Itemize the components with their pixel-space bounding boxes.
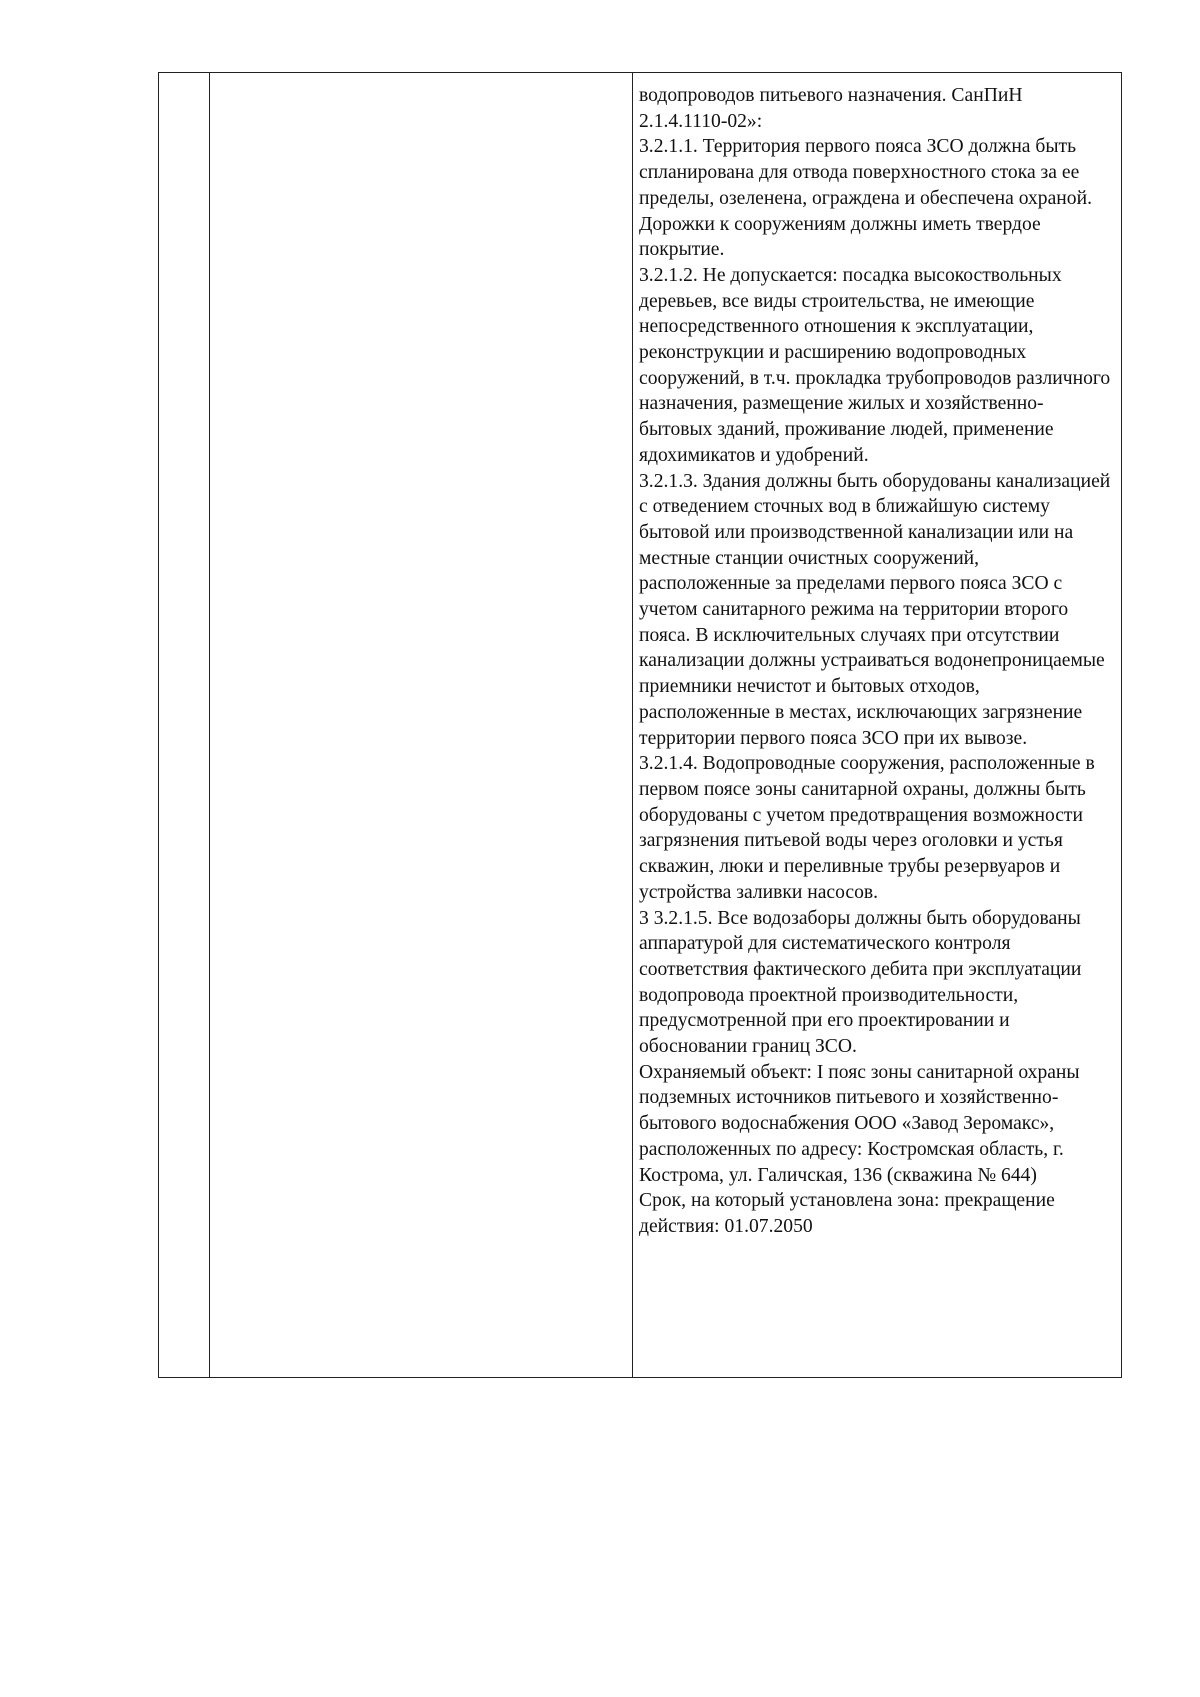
table-row — [159, 73, 1122, 1378]
paragraph-3-2-1-3: 3.2.1.3. Здания должны быть оборудованы канализацией с отведением сточных вод в ближайшую систему бытовой или производственной канализации или на местные станции очистных сооружений, расположенные за пределами первого пояса ЗСО с учетом санитарного режима на территории второго пояса. В исключительных случаях при отсутствии канализации должны устраиваться водонепроницаемые приемники нечистот и бытовых отходов, расположенные в местах, исключающих загрязнение территории первого пояса ЗСО при их вывозе. — [639, 470, 1111, 749]
number-cell — [159, 73, 210, 1378]
description-text — [633, 73, 1121, 1244]
zone-term-paragraph: Срок, на который установлена зона: прекращение действия: 01.07.2050 — [639, 1190, 1055, 1237]
name-cell — [210, 73, 633, 1378]
document-table — [158, 72, 1122, 1378]
paragraph-3-2-1-1: 3.2.1.1. Территория первого пояса ЗСО должна быть спланирована для отвода поверхностного стока за ее пределы, озеленена, ограждена и обеспечена охраной. Дорожки к сооружениям должны иметь твердое покрытие. — [639, 136, 1092, 261]
paragraph-3-2-1-2: 3.2.1.2. Не допускается: посадка высокоствольных деревьев, все виды строительства, не имеющие непосредственного отношения к эксплуатации, реконструкции и расширению водопроводных сооружений, в т.ч. прокладка трубопроводов различного назначения, размещение жилых и хозяйственно-бытовых зданий, проживание людей, применение ядохимикатов и удобрений. — [639, 264, 1111, 466]
description-cell — [633, 73, 1122, 1378]
protected-object-paragraph: Охраняемый объект: I пояс зоны санитарной охраны подземных источников питьевого и хозяйственно-бытового водоснабжения ООО «Завод Зеромакс», расположенных по адресу: Костромская область, г. Кострома, ул. Галичская, 136 (скважина № 644) — [639, 1061, 1080, 1186]
paragraph-3-2-1-5: 3 3.2.1.5. Все водозаборы должны быть оборудованы аппаратурой для систематического контроля соответствия фактического дебита при эксплуатации водопровода проектной производительности, предусмотренной при его проектировании и обосновании границ ЗСО. — [639, 907, 1082, 1058]
intro-paragraph: водопроводов питьевого назначения. СанПиН 2.1.4.1110-02»: — [639, 85, 1023, 132]
paragraph-3-2-1-4: 3.2.1.4. Водопроводные сооружения, расположенные в первом поясе зоны санитарной охраны, должны быть оборудованы с учетом предотвращения возможности загрязнения питьевой воды через оголовки и устья скважин, люки и переливные трубы резервуаров и устройства заливки насосов. — [639, 753, 1095, 903]
